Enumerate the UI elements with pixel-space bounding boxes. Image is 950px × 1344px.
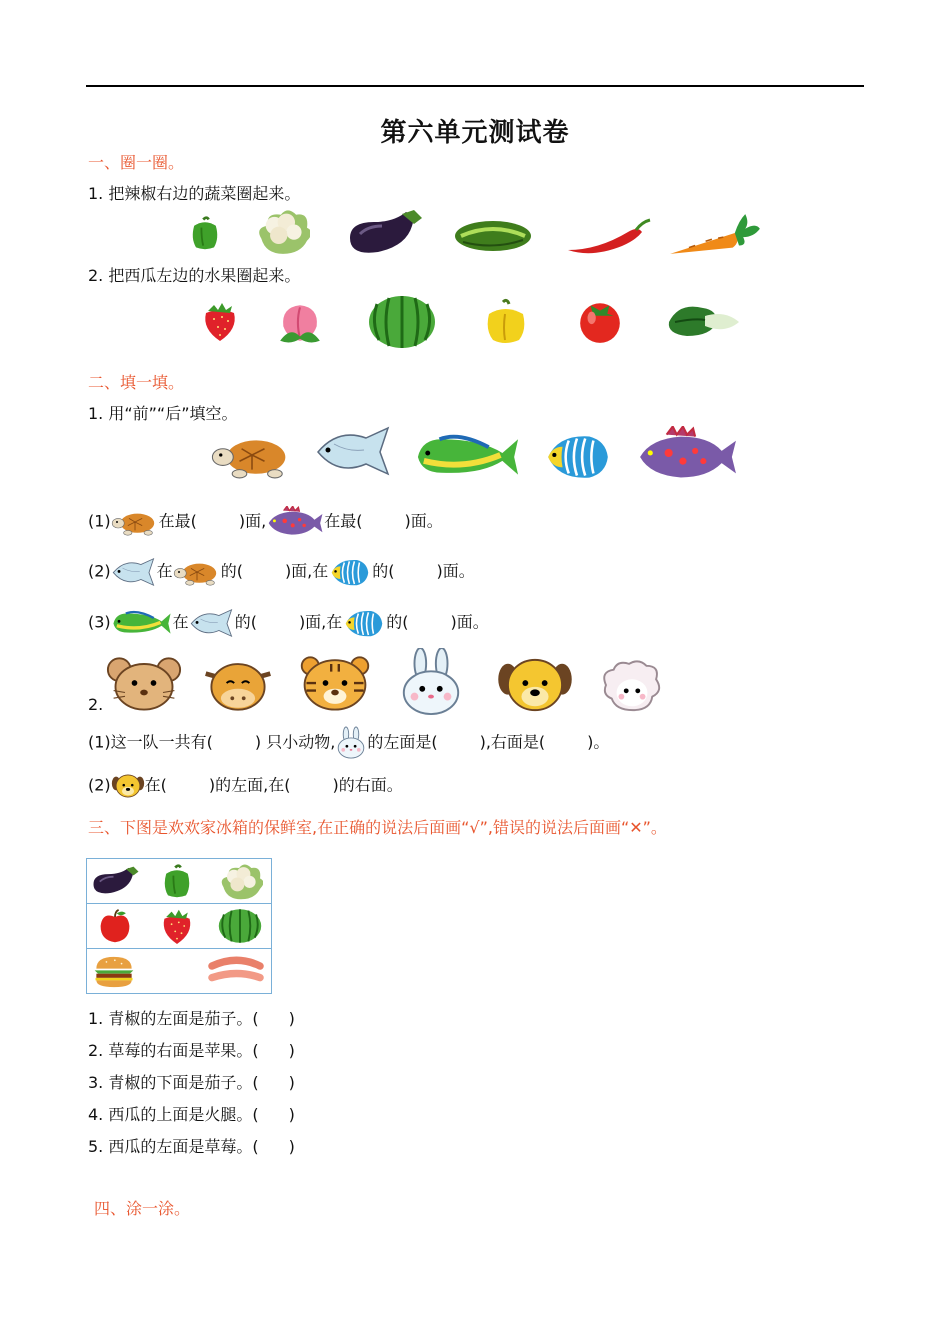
sheep-face-icon[interactable] bbox=[598, 660, 666, 714]
dog-face-icon[interactable] bbox=[496, 656, 574, 714]
eggplant-icon bbox=[91, 865, 141, 897]
judge-item-3: 3. 青椒的下面是茄子。( ) bbox=[88, 1073, 295, 1092]
angelfish-icon[interactable] bbox=[542, 430, 614, 482]
judge-item-5: 5. 西瓜的左面是草莓。( ) bbox=[88, 1137, 295, 1156]
cauliflower-icon bbox=[217, 861, 263, 901]
mahi-mahi-fish-icon bbox=[111, 609, 173, 637]
tiger-face-icon[interactable] bbox=[297, 654, 373, 712]
hamburger-icon bbox=[93, 955, 135, 989]
cow-face-icon[interactable] bbox=[200, 656, 276, 714]
turtle-icon[interactable] bbox=[210, 430, 294, 480]
watermelon-icon bbox=[217, 908, 263, 944]
fill-row-4: (1)这一队一共有( ) 只小动物, 的左面是( ),右面是( )。 bbox=[88, 726, 609, 760]
angelfish-icon bbox=[342, 607, 386, 639]
silver-pomfret-icon bbox=[189, 608, 235, 638]
red-chili-icon[interactable] bbox=[562, 216, 656, 256]
turtle-icon bbox=[173, 557, 221, 587]
green-pepper-icon[interactable] bbox=[187, 213, 223, 253]
fill-row-5: (2) 在( )的左面,在( )的右面。 bbox=[88, 772, 403, 800]
angelfish-icon bbox=[328, 556, 372, 588]
page-title: 第六单元测试卷 bbox=[380, 118, 570, 148]
fill-row-1: (1) 在最( )面, 在最( )面。 bbox=[88, 506, 443, 538]
fill-row-3: (3) 在 的( )面,在 的( )面。 bbox=[88, 607, 489, 639]
watermelon-icon[interactable] bbox=[367, 294, 437, 350]
fridge-shelf-grid bbox=[86, 858, 272, 994]
fill-row-2: (2) 在 的( )面,在 的( )面。 bbox=[88, 556, 475, 588]
apple-icon bbox=[97, 908, 133, 944]
silver-pomfret-icon[interactable] bbox=[314, 426, 394, 476]
peach-icon[interactable] bbox=[276, 299, 324, 345]
dog-face-icon bbox=[111, 772, 145, 800]
tomato-icon[interactable] bbox=[576, 297, 624, 345]
cucumber-icon[interactable] bbox=[452, 214, 534, 254]
fridge-row bbox=[87, 904, 271, 949]
rabbit-face-icon[interactable] bbox=[397, 648, 465, 716]
section-1-q1: 1. 把辣椒右边的蔬菜圈起来。 bbox=[88, 184, 301, 203]
red-grouper-icon[interactable] bbox=[636, 426, 738, 484]
section-2-heading: 二、填一填。 bbox=[88, 373, 185, 392]
green-pepper-icon bbox=[159, 861, 195, 901]
eggplant-icon[interactable] bbox=[346, 210, 426, 256]
section-1-q2: 2. 把西瓜左边的水果圈起来。 bbox=[88, 266, 301, 285]
yellow-pepper-icon[interactable] bbox=[483, 298, 529, 344]
silver-pomfret-icon bbox=[111, 557, 157, 587]
strawberry-icon[interactable] bbox=[200, 299, 240, 343]
cauliflower-icon[interactable] bbox=[254, 206, 310, 256]
section-2-q2-number: 2. bbox=[88, 695, 104, 714]
strawberry-icon bbox=[159, 906, 195, 946]
section-4-heading: 四、涂一涂。 bbox=[94, 1199, 191, 1218]
top-rule bbox=[86, 85, 864, 87]
section-1-heading: 一、圈一圈。 bbox=[88, 153, 185, 172]
bok-choy-icon[interactable] bbox=[664, 302, 746, 342]
rabbit-face-icon bbox=[335, 726, 367, 760]
carrot-icon[interactable] bbox=[667, 210, 763, 258]
red-grouper-icon bbox=[266, 506, 324, 538]
section-2-q1: 1. 用“前”“后”填空。 bbox=[88, 404, 238, 423]
judge-item-4: 4. 西瓜的上面是火腿。( ) bbox=[88, 1105, 295, 1124]
fridge-row bbox=[87, 859, 271, 904]
mahi-mahi-fish-icon[interactable] bbox=[414, 431, 522, 481]
fridge-row bbox=[87, 949, 271, 993]
section-3-heading: 三、下图是欢欢家冰箱的保鲜室,在正确的说法后面画“√”,错误的说法后面画“✕”。 bbox=[88, 818, 667, 837]
sausage-icon bbox=[207, 953, 265, 989]
mouse-face-icon[interactable] bbox=[106, 654, 182, 712]
turtle-icon bbox=[111, 507, 159, 537]
judge-item-2: 2. 草莓的右面是苹果。( ) bbox=[88, 1041, 295, 1060]
judge-item-1: 1. 青椒的左面是茄子。( ) bbox=[88, 1009, 295, 1028]
